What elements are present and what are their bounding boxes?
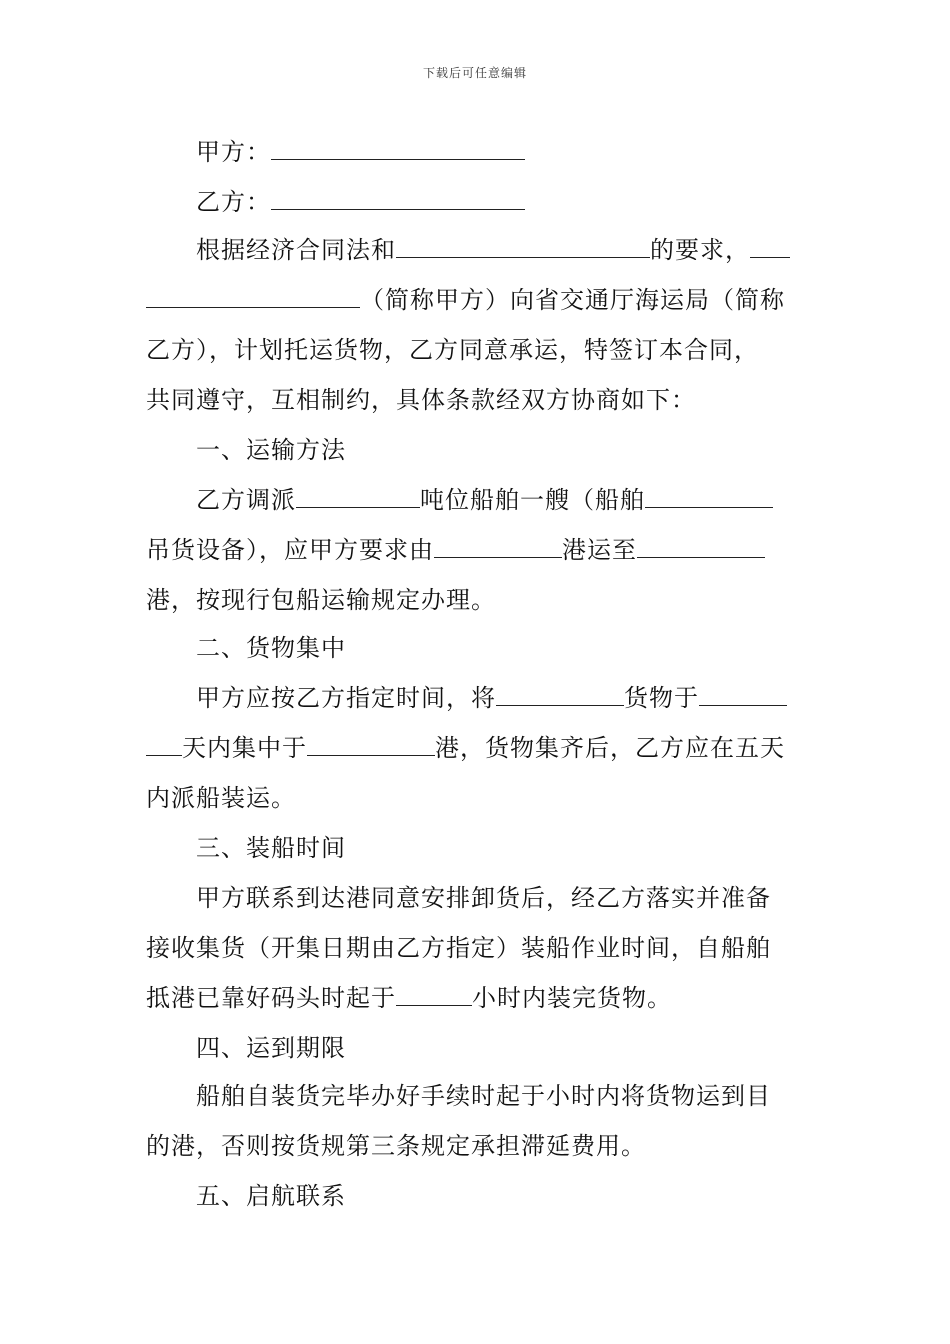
cargo-blank[interactable] (496, 683, 624, 706)
section-3-heading: 三、装船时间 (196, 834, 346, 862)
preamble-text-1a: 根据经济合同法和 (196, 236, 396, 264)
section-1-heading: 一、运输方法 (196, 436, 346, 464)
law-blank[interactable] (396, 235, 650, 258)
hours-blank[interactable] (396, 983, 472, 1006)
section-1-text-1a: 乙方调派 (196, 486, 296, 514)
days-blank-end[interactable] (146, 733, 182, 756)
party-b-blank[interactable] (271, 187, 525, 210)
preamble-line-4: 共同遵守，互相制约，具体条款经双方协商如下： (146, 386, 696, 414)
preamble-text-1b: 的要求， (650, 236, 750, 264)
section-3-line-3 (146, 982, 810, 1014)
section-2-line-1 (196, 682, 810, 714)
collection-port-blank[interactable] (307, 733, 435, 756)
section-2-text-1b: 货物于 (624, 684, 699, 712)
party-b-line (196, 186, 810, 218)
party-a-line (196, 136, 810, 168)
section-2-text-2a: 天内集中于 (182, 734, 307, 762)
preamble-text-2: （简称甲方）向省交通厅海运局（简称 (360, 286, 785, 314)
preamble-line-1 (196, 234, 810, 266)
section-3-line-2: 接收集货（开集日期由乙方指定）装船作业时间，自船舶 (146, 934, 771, 962)
page-header: 下载后可任意编辑 (422, 66, 527, 80)
preamble-line-3: 乙方），计划托运货物，乙方同意承运，特签订本合同， (146, 336, 759, 364)
ship-name-blank[interactable] (645, 485, 773, 508)
section-1-text-2b: 港运至 (562, 536, 637, 564)
party-a-blank[interactable] (271, 137, 525, 160)
days-blank-start[interactable] (699, 683, 787, 706)
origin-port-blank[interactable] (434, 535, 562, 558)
section-3-text-3b: 小时内装完货物。 (472, 984, 672, 1012)
shipper-blank-start[interactable] (750, 235, 790, 258)
section-4-line-1: 船舶自装货完毕办好手续时起于小时内将货物运到目 (196, 1082, 771, 1110)
section-1-line-1 (196, 484, 810, 516)
section-2-text-2b: 港，货物集齐后，乙方应在五天 (435, 734, 785, 762)
section-4-line-2: 的港，否则按货规第三条规定承担滞延费用。 (146, 1132, 646, 1160)
section-2-text-1a: 甲方应按乙方指定时间，将 (196, 684, 496, 712)
section-5-heading: 五、启航联系 (196, 1182, 346, 1210)
section-3-line-1: 甲方联系到达港同意安排卸货后，经乙方落实并准备 (196, 884, 771, 912)
section-2-line-3: 内派船装运。 (146, 784, 296, 812)
section-1-text-2a: 吊货设备），应甲方要求由 (146, 536, 434, 564)
party-a-label: 甲方： (196, 138, 271, 166)
shipper-blank-end[interactable] (146, 285, 360, 308)
section-3-text-3a: 抵港已靠好码头时起于 (146, 984, 396, 1012)
section-2-heading: 二、货物集中 (196, 634, 346, 662)
section-2-line-2 (146, 732, 810, 764)
section-4-heading: 四、运到期限 (196, 1034, 346, 1062)
party-b-label: 乙方： (196, 188, 271, 216)
section-1-line-2 (146, 534, 810, 566)
destination-port-blank[interactable] (637, 535, 765, 558)
preamble-line-2 (146, 284, 810, 316)
tonnage-blank[interactable] (296, 485, 420, 508)
section-1-text-1b: 吨位船舶一艘（船舶 (420, 486, 645, 514)
section-1-line-3: 港，按现行包船运输规定办理。 (146, 586, 496, 614)
